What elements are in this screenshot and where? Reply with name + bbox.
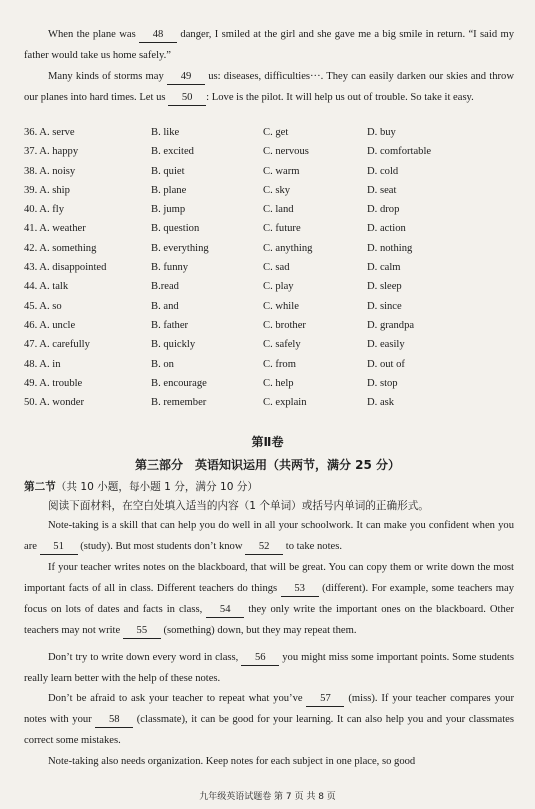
section-heading xyxy=(24,479,258,494)
option-choice[interactable]: 42. A. something xyxy=(24,242,97,254)
option-choice[interactable]: B. jump xyxy=(151,204,186,216)
option-choice[interactable]: 44. A. talk xyxy=(24,281,69,293)
answer-blank[interactable]: 56 xyxy=(241,651,279,666)
passage-text: If your teacher writes notes on the blackboard, that will be great. You can copy them or write down the most important facts of all in class. Different teachers do things xyxy=(24,562,514,594)
option-choice[interactable]: B. everything xyxy=(151,242,209,254)
question-options-row xyxy=(24,258,524,277)
passage-text: (miss). If your teacher compares your notes with your xyxy=(24,693,514,725)
passage-paragraph xyxy=(24,688,514,751)
question-options-row xyxy=(24,355,524,374)
option-choice[interactable]: D. comfortable xyxy=(367,146,432,158)
option-choice[interactable]: C. help xyxy=(263,377,294,389)
option-choice[interactable]: B. like xyxy=(151,127,180,138)
answer-blank[interactable]: 52 xyxy=(245,540,283,555)
option-choice[interactable]: D. seat xyxy=(367,184,397,196)
passage-text: Don’t try to write down every word in class, xyxy=(48,652,242,663)
option-choice[interactable]: B. remember xyxy=(151,397,207,409)
passage-paragraph xyxy=(24,751,514,772)
option-choice[interactable]: 49. A. trouble xyxy=(24,377,83,389)
option-choice[interactable]: D. cold xyxy=(367,165,399,177)
question-options-row xyxy=(24,142,524,161)
passage-text: : Love is the pilot. It will help us out of trouble. So take it easy. xyxy=(206,92,474,103)
answer-blank[interactable]: 48 xyxy=(139,28,177,43)
option-choice[interactable]: B. funny xyxy=(151,262,189,274)
section-description: （共 10 小题，每小题 1 分，满分 10 分） xyxy=(55,481,258,493)
option-choice[interactable]: D. nothing xyxy=(367,242,413,254)
option-choice[interactable]: 43. A. disappointed xyxy=(24,262,107,274)
question-options-row xyxy=(24,335,524,354)
option-choice[interactable]: 47. A. carefully xyxy=(24,339,90,351)
option-choice[interactable]: D. calm xyxy=(367,262,401,274)
passage-text: they only write the important ones on the blackboard. Other teachers may not write xyxy=(24,604,514,636)
passage-text: Note-taking also needs organization. Keep notes for each subject in one place, so good xyxy=(48,756,416,767)
passage-paragraph xyxy=(24,24,514,66)
option-choice[interactable]: 46. A. uncle xyxy=(24,319,76,331)
option-choice[interactable]: C. brother xyxy=(263,319,306,331)
option-choice[interactable]: C. anything xyxy=(263,242,313,254)
passage-text: (different). For example, some teachers may focus on lots of dates and facts in class, xyxy=(24,583,515,615)
passage-text: danger, I smiled at the girl and she gave me a big smile in return. “I said my father would take us home safely.” xyxy=(24,29,514,61)
option-choice[interactable]: D. buy xyxy=(367,127,396,138)
option-choice[interactable]: 41. A. weather xyxy=(24,223,86,235)
question-options-row xyxy=(24,200,524,219)
option-choice[interactable]: D. sleep xyxy=(367,281,402,293)
passage-text: you might miss some important points. Some students really learn better with the help of these notes. xyxy=(24,652,514,684)
option-choice[interactable]: C. explain xyxy=(263,397,307,409)
option-choice[interactable]: C. warm xyxy=(263,165,300,177)
question-options-row xyxy=(24,374,524,393)
answer-blank[interactable]: 58 xyxy=(95,713,133,728)
option-choice[interactable]: D. easily xyxy=(367,339,405,351)
option-choice[interactable]: 40. A. fly xyxy=(24,204,65,216)
option-choice[interactable]: C. while xyxy=(263,300,299,312)
question-options-row xyxy=(24,316,524,335)
option-choice[interactable]: C. safely xyxy=(263,339,301,351)
question-options-row xyxy=(24,181,524,200)
answer-blank[interactable]: 53 xyxy=(281,582,319,597)
option-choice[interactable]: B. on xyxy=(151,358,174,370)
passage-paragraph xyxy=(24,557,514,641)
option-choice[interactable]: D. since xyxy=(367,300,402,312)
question-options-row xyxy=(24,393,524,412)
passage-paragraph xyxy=(24,647,514,689)
answer-options xyxy=(24,123,524,412)
answer-blank[interactable]: 51 xyxy=(40,540,78,555)
instruction-text: 阅读下面材料，在空白处填入适当的内容（1 个单词）或括号内单词的正确形式。 xyxy=(48,500,429,512)
option-choice[interactable]: D. out of xyxy=(367,358,405,370)
option-choice[interactable]: B. quickly xyxy=(151,339,196,351)
passage-text: (study). But most students don’t know xyxy=(77,541,246,552)
option-choice[interactable]: B. encourage xyxy=(151,377,207,389)
option-choice[interactable]: C. nervous xyxy=(263,146,309,158)
option-choice[interactable]: B. father xyxy=(151,319,189,331)
option-choice[interactable]: D. stop xyxy=(367,377,398,389)
option-choice[interactable]: C. get xyxy=(263,127,289,138)
passage-text: to take notes. xyxy=(283,541,342,552)
option-choice[interactable]: D. ask xyxy=(367,397,395,409)
option-choice[interactable]: 37. A. happy xyxy=(24,146,79,158)
option-choice[interactable]: 45. A. so xyxy=(24,300,62,312)
volume-title: 第Ⅱ卷 xyxy=(251,435,284,449)
passage-text: When the plane was xyxy=(48,29,140,40)
part-title: 第三部分 英语知识运用（共两节，满分 25 分） xyxy=(134,458,401,472)
passage-paragraph xyxy=(24,66,514,108)
question-options-row xyxy=(24,239,524,258)
question-options-row xyxy=(24,219,524,238)
answer-blank[interactable]: 57 xyxy=(306,692,344,707)
answer-blank[interactable]: 50 xyxy=(168,91,206,106)
passage-text: (classmate), it can be good for your learning. It can also help you and your classmates correct some mistakes. xyxy=(24,714,515,746)
passage-text: Note-taking is a skill that can help you do well in all your schoolwork. It can make you confident when you are xyxy=(24,520,514,552)
option-choice[interactable]: D. drop xyxy=(367,204,400,216)
option-choice[interactable]: C. sad xyxy=(263,262,290,274)
passage-text: Many kinds of storms may xyxy=(48,71,167,82)
answer-blank[interactable]: 54 xyxy=(206,603,244,618)
passage-paragraph xyxy=(24,515,514,557)
option-choice[interactable]: B. excited xyxy=(151,146,194,158)
option-choice[interactable]: D. action xyxy=(367,223,406,235)
option-choice[interactable]: C. future xyxy=(263,223,301,235)
option-choice[interactable]: 48. A. in xyxy=(24,358,61,370)
passage-text: (something) down, but they may repeat them. xyxy=(160,625,357,636)
question-options-row xyxy=(24,162,524,181)
page-footer: 九年级英语试题卷 第 7 页 共 8 页 xyxy=(199,792,336,802)
option-choice[interactable]: B.read xyxy=(151,281,179,293)
option-choice[interactable]: B. and xyxy=(151,300,179,312)
question-options-row xyxy=(24,123,524,142)
option-choice[interactable]: 50. A. wonder xyxy=(24,397,85,409)
passage-text: Don’t be afraid to ask your teacher to repeat what you’ve xyxy=(48,693,307,704)
option-choice[interactable]: 36. A. serve xyxy=(24,127,75,138)
question-options-row xyxy=(24,297,524,316)
option-choice[interactable]: B. question xyxy=(151,223,200,235)
option-choice[interactable]: D. grandpa xyxy=(367,319,415,331)
option-choice[interactable]: B. quiet xyxy=(151,165,185,177)
question-options-row xyxy=(24,277,524,296)
option-choice[interactable]: 38. A. noisy xyxy=(24,165,76,177)
option-choice[interactable]: C. play xyxy=(263,281,294,293)
answer-blank[interactable]: 49 xyxy=(167,70,205,85)
passage-text: us: diseases, difficulties···. They can easily darken our skies and throw our planes into hard times. Let us xyxy=(24,71,515,103)
option-choice[interactable]: C. from xyxy=(263,358,296,370)
option-choice[interactable]: C. sky xyxy=(263,184,291,196)
answer-blank[interactable]: 55 xyxy=(123,624,161,639)
option-choice[interactable]: 39. A. ship xyxy=(24,184,70,196)
section-label: 第二节 xyxy=(24,481,56,493)
option-choice[interactable]: B. plane xyxy=(151,184,187,196)
option-choice[interactable]: C. land xyxy=(263,204,294,216)
